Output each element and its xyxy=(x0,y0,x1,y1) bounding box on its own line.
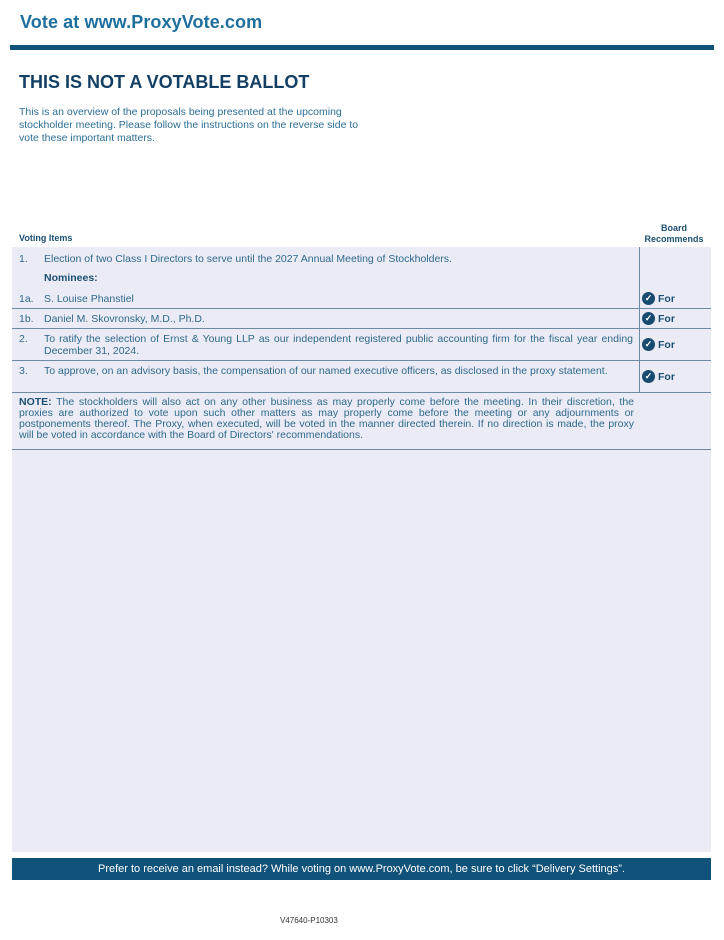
item-number: 1. xyxy=(19,253,28,265)
recommendation-label: For xyxy=(658,370,675,383)
item-number: 3. xyxy=(19,365,28,377)
note-label: NOTE: xyxy=(19,396,52,408)
voting-item-row xyxy=(12,361,711,393)
note-body: The stockholders will also act on any other business as may properly come before the meeting. In their discretion, the proxies are authorized to vote upon such other matters as may properly come before the meeting or any adjournments or postponements thereof. The Proxy, when executed, will be voted in the manner directed therein. If no direction is made, the proxy will be voted in accordance with the Board of Directors' recommendations. xyxy=(19,396,634,441)
nominees-label: Nominees: xyxy=(44,272,98,284)
voting-item-row xyxy=(12,248,711,288)
item-text: Daniel M. Skovronsky, M.D., Ph.D. xyxy=(44,313,205,325)
note-text xyxy=(19,397,634,441)
board-recommendation xyxy=(642,338,675,351)
ballot-intro: This is an overview of the proposals being presented at the upcoming stockholder meeting. Please follow the instructions on the reverse side to vote these important matters. xyxy=(19,106,359,144)
proxyvote-url-header: Vote at www.ProxyVote.com xyxy=(20,12,263,32)
check-circle-icon: ✓ xyxy=(642,292,655,305)
voting-items-heading: Voting Items xyxy=(19,233,73,243)
voting-item-row xyxy=(12,329,711,361)
item-text: To approve, on an advisory basis, the compensation of our named executive officers, as disclosed in the proxy statement. xyxy=(44,365,608,377)
note-row xyxy=(12,393,711,450)
board-recommends-heading: Board Recommends xyxy=(644,223,704,244)
item-number: 2. xyxy=(19,333,28,345)
board-recommendation xyxy=(642,292,675,305)
voting-item-row xyxy=(12,289,711,309)
item-text: Election of two Class I Directors to serve until the 2027 Annual Meeting of Stockholders. xyxy=(44,253,452,265)
check-circle-icon: ✓ xyxy=(642,338,655,351)
voting-item-row xyxy=(12,309,711,329)
recommendation-label: For xyxy=(658,312,675,325)
item-number: 1a. xyxy=(19,293,34,305)
check-circle-icon: ✓ xyxy=(642,370,655,383)
item-number: 1b. xyxy=(19,313,34,325)
delivery-settings-banner: Prefer to receive an email instead? While voting on www.ProxyVote.com, be sure to click “Delivery Settings”. xyxy=(12,858,711,880)
board-recommendation xyxy=(642,370,675,383)
ballot-title: THIS IS NOT A VOTABLE BALLOT xyxy=(19,72,310,92)
item-text: S. Louise Phanstiel xyxy=(44,293,134,305)
header-rule xyxy=(10,45,714,50)
item-text: To ratify the selection of Ernst & Young LLP as our independent registered public accounting firm for the fiscal year ending December 31, 2024. xyxy=(44,333,633,357)
recommendation-label: For xyxy=(658,292,675,305)
board-recommendation xyxy=(642,312,675,325)
recommendation-label: For xyxy=(658,338,675,351)
document-code: V47640-P10303 xyxy=(280,916,338,925)
check-circle-icon: ✓ xyxy=(642,312,655,325)
